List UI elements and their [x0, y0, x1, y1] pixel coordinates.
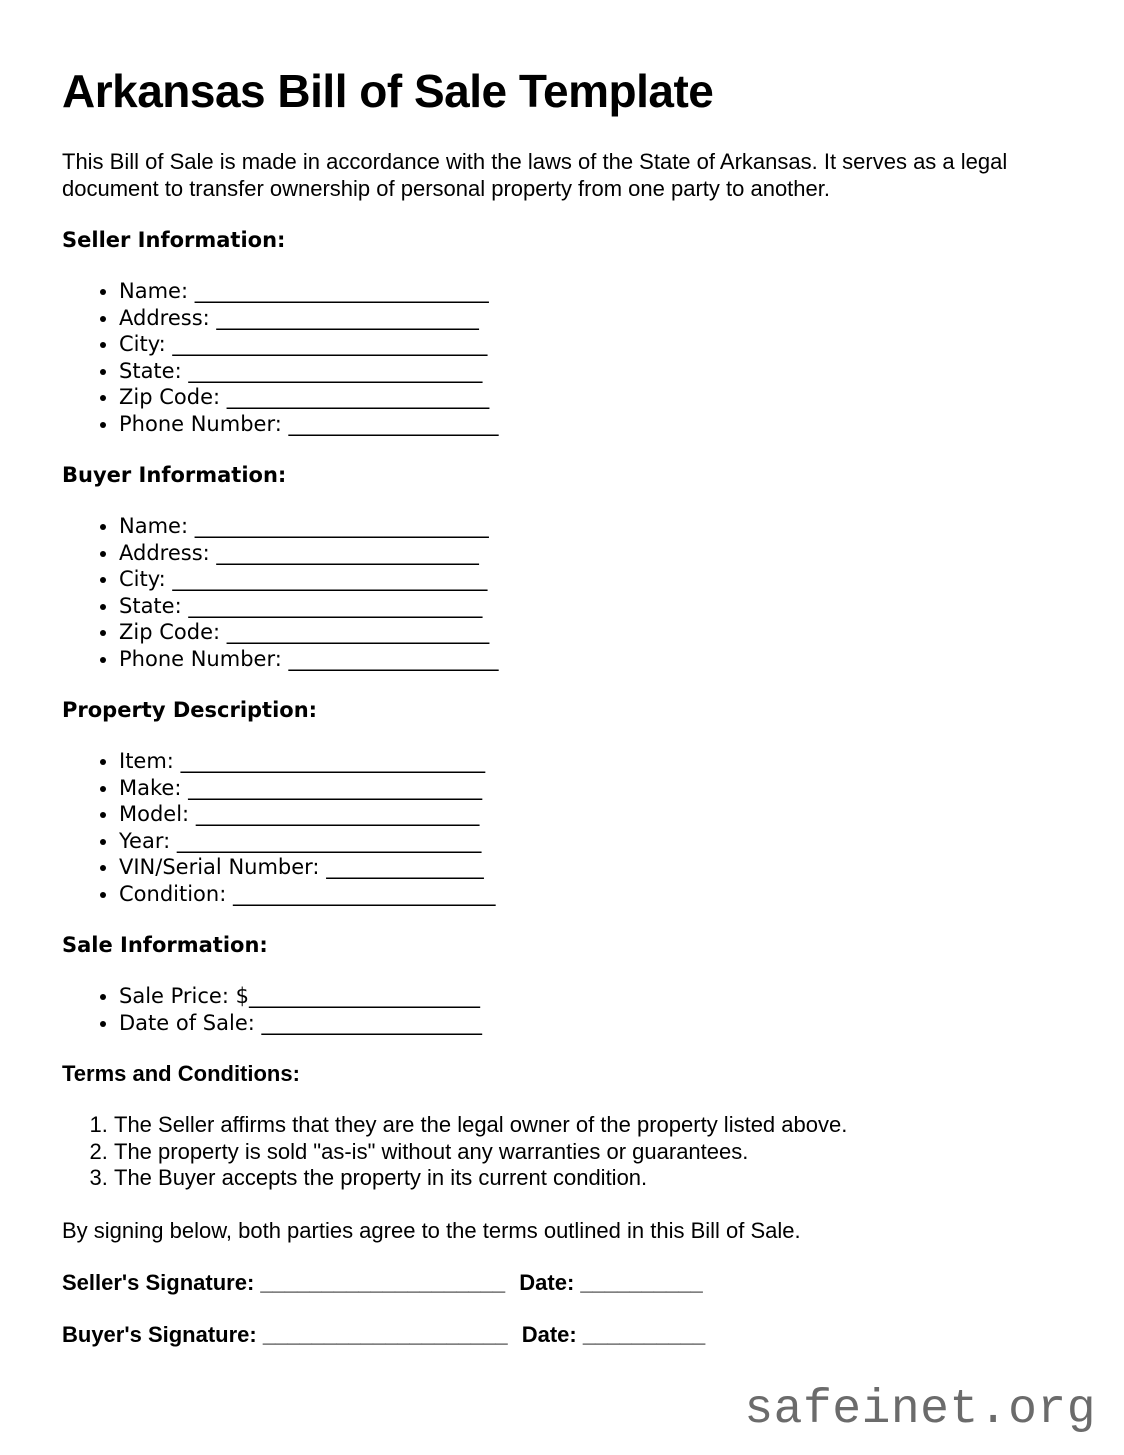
list-item — [119, 278, 1046, 305]
field-label: Address: — [119, 540, 210, 565]
list-item — [119, 828, 1046, 855]
list-item — [119, 1010, 1046, 1037]
blank-line: _________________________ — [226, 620, 490, 644]
blank-line: ______________________ — [248, 984, 480, 1008]
section-heading-terms-and-conditions: Terms and Conditions: — [62, 1061, 300, 1086]
field-label: Make: — [119, 775, 182, 800]
seller-signature-label: Seller's Signature: — [62, 1269, 255, 1295]
buyer-date-label: Date: — [521, 1321, 577, 1347]
term-item: 3. The Buyer accepts the property in its current condition. — [114, 1165, 1046, 1192]
field-label: State: — [119, 358, 182, 383]
list-item — [119, 619, 1046, 646]
field-label: Phone Number: — [119, 411, 282, 436]
blank-line: _________________________ — [226, 385, 490, 409]
blank-line: _______________ — [326, 855, 484, 879]
blank-line: ____________________________ — [188, 358, 483, 383]
blank-line: ____________________ — [288, 411, 499, 436]
list-item — [119, 331, 1046, 358]
blank-line: ____________________________ — [194, 514, 489, 538]
watermark-safeinet: safeinet.org — [744, 1383, 1096, 1437]
list-item — [119, 983, 1046, 1010]
seller-signature-line: ____________________ — [260, 1269, 506, 1295]
section-heading-seller-information: Seller Information: — [62, 228, 286, 252]
seller-date-label: Date: — [519, 1269, 575, 1295]
field-label: Name: — [119, 514, 189, 538]
term-item: 2. The property is sold "as-is" without any warranties or guarantees. — [114, 1139, 1046, 1166]
blank-line: ____________________________ — [194, 279, 489, 303]
field-label: Name: — [119, 279, 189, 303]
section-heading-sale-information: Sale Information: — [62, 933, 268, 957]
list-item — [119, 646, 1046, 673]
list-item — [119, 384, 1046, 411]
buyer-signature-label: Buyer's Signature: — [62, 1321, 257, 1347]
blank-line: ______________________________ — [172, 332, 488, 356]
list-item — [119, 513, 1046, 540]
section-heading-buyer-information: Buyer Information: — [62, 463, 287, 487]
buyer-info-list — [62, 513, 1046, 672]
list-item — [119, 305, 1046, 332]
field-label: City: — [119, 567, 166, 591]
field-label: VIN/Serial Number: — [119, 855, 320, 879]
sale-info-list — [62, 983, 1046, 1036]
blank-line: _________________________ — [232, 881, 496, 906]
seller-signature-row — [62, 1269, 1046, 1296]
field-label: City: — [119, 332, 166, 356]
list-item — [119, 854, 1046, 881]
blank-line: _____________________ — [261, 1010, 483, 1035]
blank-line: ______________________________ — [172, 567, 488, 591]
blank-line: ____________________ — [288, 646, 499, 671]
field-label: State: — [119, 593, 182, 618]
list-item — [119, 881, 1046, 908]
field-label: Zip Code: — [119, 620, 221, 644]
seller-date-line: __________ — [580, 1269, 703, 1295]
blank-line: _________________________ — [216, 540, 479, 565]
list-item — [119, 801, 1046, 828]
buyer-signature-row — [62, 1321, 1046, 1348]
field-label: Sale Price: $ — [119, 984, 249, 1008]
list-item — [119, 566, 1046, 593]
blank-line: ___________________________ — [195, 802, 480, 826]
field-label: Address: — [119, 305, 210, 330]
field-label: Item: — [119, 749, 174, 773]
terms-list — [62, 1112, 1046, 1192]
buyer-date-line: __________ — [582, 1321, 706, 1347]
list-item — [119, 411, 1046, 438]
list-item — [119, 593, 1046, 620]
field-label: Zip Code: — [119, 385, 221, 409]
list-item — [119, 540, 1046, 567]
field-label: Date of Sale: — [119, 1010, 255, 1035]
section-heading-property-description: Property Description: — [62, 698, 318, 722]
seller-info-list — [62, 278, 1046, 437]
blank-line: ____________________________ — [188, 775, 483, 800]
term-item: 1. The Seller affirms that they are the legal owner of the property listed above. — [114, 1112, 1046, 1139]
blank-line: _____________________________ — [176, 828, 482, 853]
list-item — [119, 748, 1046, 775]
field-label: Year: — [119, 828, 171, 853]
field-label: Model: — [119, 802, 190, 826]
page-title: Arkansas Bill of Sale Template — [62, 65, 714, 117]
field-label: Condition: — [119, 881, 227, 906]
property-description-list — [62, 748, 1046, 907]
list-item — [119, 775, 1046, 802]
list-item — [119, 358, 1046, 385]
intro-paragraph: This Bill of Sale is made in accordance with the laws of the State of Arkansas. It serves as a legal document to transfer ownership of personal property from one party to another. — [62, 149, 1008, 201]
field-label: Phone Number: — [119, 646, 282, 671]
blank-line: ____________________________ — [188, 593, 483, 618]
blank-line: _____________________________ — [180, 749, 486, 773]
signing-note: By signing below, both parties agree to the terms outlined in this Bill of Sale. — [62, 1217, 801, 1243]
buyer-signature-line: ____________________ — [262, 1321, 508, 1347]
blank-line: _________________________ — [216, 305, 479, 330]
